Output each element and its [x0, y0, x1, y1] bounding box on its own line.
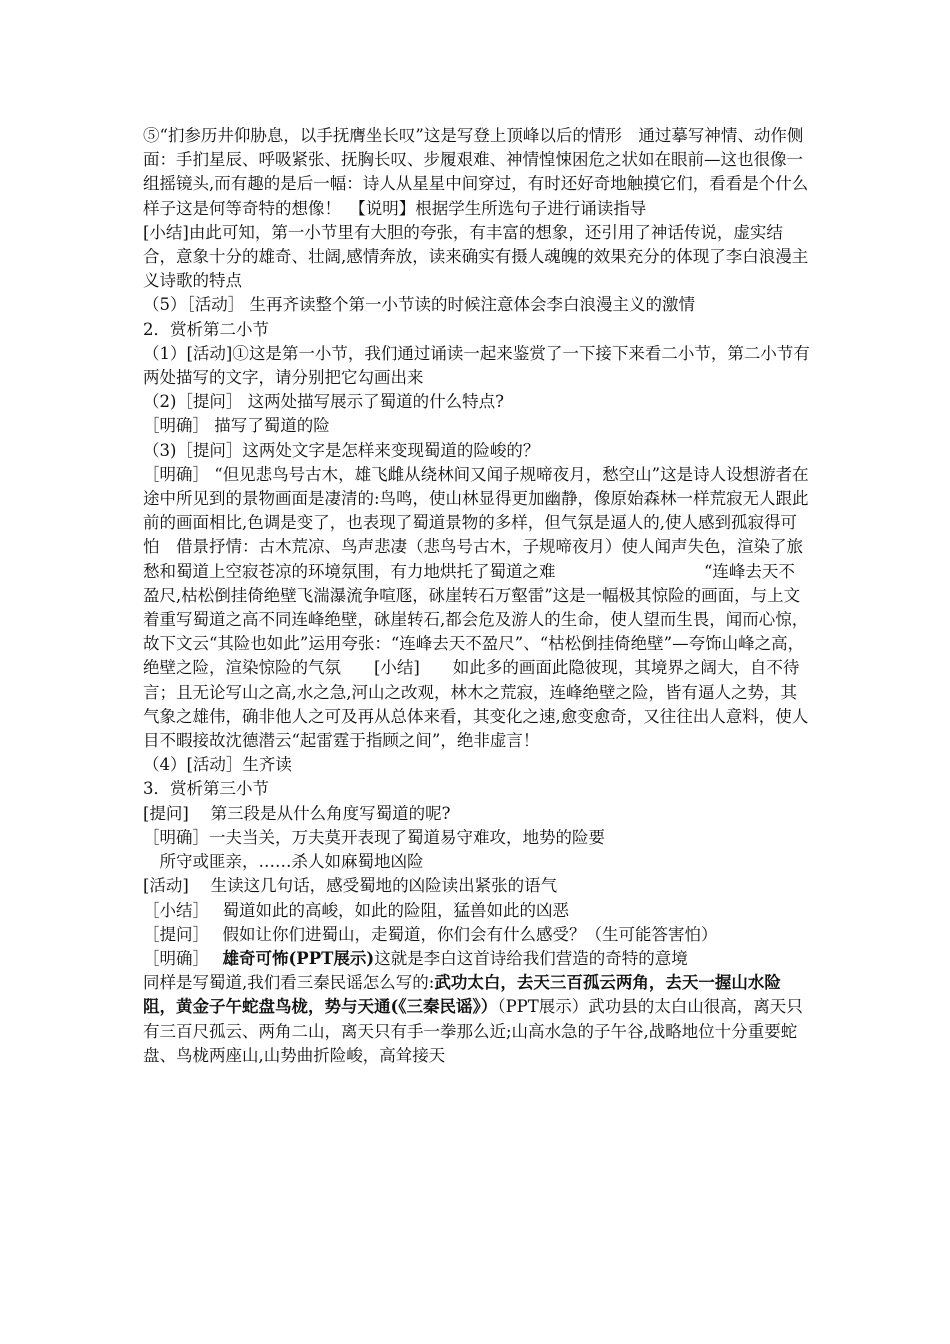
paragraph-answer-awe — [143, 947, 811, 971]
paragraph-question-features: （2)［提问］ 这两处描写展示了蜀道的什么特点? — [143, 392, 505, 412]
heading-section-two: 2．赏析第二小节 — [143, 319, 269, 339]
paragraph-activity-tense: [活动] 生读这几句话，感受蜀地的凶险读出紧张的语气 — [143, 876, 558, 896]
paragraph-sanqin-ballad — [143, 971, 811, 1068]
paragraph-question-how: （3)［提问］这两处文字是怎样来变现蜀道的险峻的？ — [143, 440, 540, 460]
answer-bold-phrase: 雄奇可怖(PPT展示) — [222, 948, 375, 968]
paragraph-summary-section-three: ［小结］ 蜀道如此的高峻，如此的险阻，猛兽如此的凶恶 — [143, 900, 569, 920]
answer-label: ［明确］ — [143, 948, 223, 968]
paragraph-climb-summit: ⑤“扪参历井仰胁息，以手抚膺坐长叹”这是写登上顶峰以后的情形 通过摹写神情、动作侧面：手扪星辰、呼吸紧张、抚胸长叹、步履艰难、神情惶悚困危之状如在眼前—这也很像一组摇镜头,而有趣的是后一幅：诗人从星星中间穿过，有时还好奇地触摸它们，看看是个什么样子这是何等奇特的想像！ 【说明】根据学生所选句子进行诵读指导 — [143, 126, 809, 218]
heading-section-three: 3．赏析第三小节 — [143, 779, 269, 799]
paragraph-answer-danger: ［明确］ 描写了蜀道的险 — [143, 416, 330, 436]
document-body — [143, 124, 811, 1068]
ballad-explanation: （PPT展示）武功县的太白山很高，离天只有三百尺孤云、两角二山，离天只有手一拳那么近;山高水急的子午谷,战略地位十分重要蛇盘、鸟栊两座山,山势曲折险峻，高耸接天 — [143, 997, 803, 1065]
paragraph-activity-read-together: （4）[活动］生齐读 — [143, 755, 292, 775]
paragraph-summary-section-one: [小结]由此可知，第一小节里有大胆的夸张，有丰富的想象，还引用了神话传说，虚实结合，意象十分的雄奇、壮阔,感情奔放，读来确实有摄人魂魄的效果充分的体现了李白浪漫主义诗歌的特点 — [143, 222, 809, 291]
paragraph-question-feeling: ［提问］ 假如让你们进蜀山，走蜀道，你们会有什么感受？（生可能答害怕） — [143, 924, 718, 944]
answer-text: 这就是李白这首诗给我们营造的奇特的意境 — [374, 948, 688, 968]
ballad-quote: 武功太白，去天三百孤云两角，去天一握山水险阻，黄金子午蛇盘鸟栊，势与天通(《三秦民谣》） — [143, 973, 781, 1017]
paragraph-answer-danger-people: 所守或匪亲，……杀人如麻蜀地凶险 — [143, 852, 424, 872]
paragraph-question-angle: [提问] 第三段是从什么角度写蜀道的呢? — [143, 803, 451, 823]
paragraph-answer-analysis: ［明确］ “但见悲鸟号古木，雄飞雌从绕林间又闻子规啼夜月，愁空山”这是诗人设想游者在途中所见到的景物画面是凄清的:鸟鸣，使山林显得更加幽静，像原始森林一样荒寂无人跟此前的画面相比,色调是变了，也表现了蜀道景物的多样，但气氛是逼人的,使人感到孤寂得可怕 借景抒情：古木荒凉、鸟声悲凄（悲鸟号古木，子规啼夜月）使人闻声失色，渲染了旅愁和蜀道上空寂苍凉的环境氛围，有力地烘托了蜀道之难 “连峰去天不盈尺,枯松倒挂倚绝壁飞湍瀑流争喧豗，砯崖转石万壑雷”这是一幅极其惊险的画面，与上文着重写蜀道之高不同连峰绝壁，砯崖转石,都会危及游人的生命，使人望而生畏，闻而心惊，故下文云“其险也如此”运用夸张：“连峰去天不盈尺”、“枯松倒挂倚绝壁”—夸饰山峰之高，绝壁之险，渲染惊险的气氛 [小结] 如此多的画面此隐彼现，其境界之阔大，自不待言；且无论写山之高,水之急,河山之改观，林木之荒寂，连峰绝壁之险，皆有逼人之势，其气象之雄伟，确非他人之可及再从总体来看，其变化之速,愈变愈奇，又往往出人意料，使人目不暇接故沈德潜云“起雷霆于指顾之间”，绝非虚言！ — [143, 464, 809, 751]
paragraph-activity-two: （1）[活动]①这是第一小节，我们通过诵读一起来鉴赏了一下接下来看二小节，第二小节有两处描写的文字，请分别把它勾画出来 — [143, 343, 810, 388]
paragraph-answer-terrain: ［明确］一夫当关，万夫莫开表现了蜀道易守难攻，地势的险要 — [143, 827, 605, 847]
ballad-intro: 同样是写蜀道,我们看三秦民谣怎么写的: — [143, 973, 435, 993]
paragraph-activity-reread: （5）［活动］ 生再齐读整个第一小节读的时候注意体会李白浪漫主义的激情 — [143, 295, 695, 315]
